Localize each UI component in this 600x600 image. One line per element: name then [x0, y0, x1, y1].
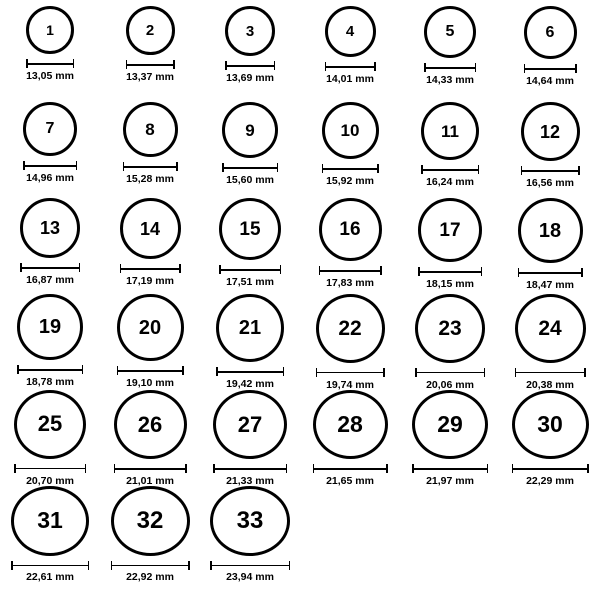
measure-cap-left — [117, 366, 119, 375]
ring-circle — [11, 486, 89, 556]
ring-circle — [521, 102, 580, 161]
measure-line — [415, 372, 485, 374]
measure-line — [216, 371, 284, 373]
ring-circle — [222, 102, 278, 158]
measure-cap-left — [213, 464, 215, 473]
measure-line — [14, 468, 86, 470]
ring-size-cell[interactable] — [300, 102, 400, 198]
measure-line — [26, 63, 74, 65]
diameter-measure-bar — [114, 464, 187, 472]
diameter-value: 19,10 mm — [126, 377, 174, 389]
ring-size-label: 5 — [445, 23, 455, 40]
ring-size-cell[interactable] — [100, 6, 200, 102]
measure-line — [20, 267, 80, 269]
ring-size-label: 15 — [239, 218, 261, 240]
diameter-value: 14,64 mm — [526, 75, 574, 87]
ring-size-label: 1 — [46, 22, 54, 38]
ring-circle — [26, 6, 74, 54]
ring-size-cell[interactable] — [500, 198, 600, 294]
ring-circle — [210, 486, 290, 556]
ring-circle — [114, 390, 187, 459]
measure-cap-left — [418, 267, 420, 276]
measure-cap-right — [188, 561, 190, 570]
diameter-value: 18,47 mm — [526, 279, 574, 291]
diameter-value: 15,28 mm — [126, 173, 174, 185]
diameter-measure-bar — [313, 464, 388, 472]
measure-line — [424, 67, 476, 69]
measure-cap-left — [515, 368, 517, 377]
measure-cap-right — [487, 464, 489, 473]
ring-size-label: 29 — [437, 411, 463, 438]
measure-cap-right — [478, 165, 480, 174]
ring-circle — [20, 198, 80, 258]
ring-circle — [418, 198, 482, 262]
ring-size-cell[interactable] — [500, 6, 600, 102]
measure-cap-right — [283, 367, 285, 376]
measure-cap-left — [512, 464, 514, 473]
diameter-measure-bar — [222, 163, 278, 172]
measure-cap-left — [222, 163, 224, 172]
ring-size-cell[interactable] — [0, 198, 100, 294]
diameter-measure-bar — [322, 164, 379, 173]
ring-size-cell[interactable] — [500, 294, 600, 390]
diameter-value: 19,74 mm — [326, 378, 374, 391]
ring-circle — [120, 198, 181, 259]
ring-size-label: 18 — [538, 219, 562, 242]
ring-size-label: 20 — [138, 316, 162, 339]
ring-size-cell[interactable] — [400, 102, 500, 198]
measure-cap-right — [484, 368, 486, 377]
ring-circle — [524, 6, 577, 59]
ring-size-label: 7 — [45, 120, 55, 137]
ring-size-label: 10 — [340, 121, 360, 140]
ring-size-cell[interactable] — [300, 294, 400, 390]
diameter-measure-bar — [20, 263, 80, 272]
ring-size-label: 28 — [337, 411, 363, 438]
ring-size-cell[interactable] — [0, 294, 100, 390]
ring-circle — [518, 198, 583, 263]
measure-line — [111, 565, 190, 567]
diameter-measure-bar — [111, 561, 190, 569]
ring-size-cell[interactable] — [500, 390, 600, 486]
diameter-measure-bar — [210, 561, 290, 569]
measure-cap-left — [322, 164, 324, 173]
measure-cap-left — [11, 561, 13, 570]
measure-cap-right — [85, 464, 87, 473]
measure-cap-right — [76, 161, 78, 170]
ring-size-cell[interactable] — [200, 198, 300, 294]
ring-size-label: 25 — [37, 411, 63, 437]
diameter-value: 23,94 mm — [226, 570, 274, 583]
diameter-value: 20,38 mm — [526, 378, 574, 391]
diameter-value: 22,92 mm — [126, 570, 174, 583]
measure-cap-right — [380, 266, 382, 275]
ring-circle — [219, 198, 281, 260]
diameter-measure-bar — [213, 464, 287, 472]
measure-cap-left — [316, 368, 318, 377]
measure-line — [319, 270, 382, 272]
measure-cap-left — [26, 59, 28, 68]
measure-cap-right — [386, 464, 388, 473]
ring-size-label: 22 — [338, 316, 362, 340]
measure-cap-left — [120, 264, 122, 273]
ring-size-cell[interactable] — [100, 198, 200, 294]
ring-size-cell[interactable] — [100, 486, 200, 582]
measure-line — [210, 565, 290, 567]
diameter-measure-bar — [123, 162, 178, 171]
diameter-value: 18,78 mm — [26, 376, 74, 388]
diameter-measure-bar — [117, 366, 184, 375]
ring-size-label: 33 — [236, 506, 264, 534]
ring-circle — [17, 294, 83, 360]
ring-size-label: 11 — [441, 121, 459, 141]
diameter-measure-bar — [216, 367, 284, 376]
measure-line — [412, 468, 488, 470]
measure-line — [117, 370, 184, 372]
measure-line — [313, 468, 388, 470]
ring-circle — [415, 294, 485, 363]
ring-size-label: 12 — [539, 121, 561, 142]
ring-circle — [313, 390, 388, 459]
measure-cap-left — [210, 561, 212, 570]
diameter-value: 20,06 mm — [426, 378, 474, 391]
measure-line — [515, 372, 586, 374]
measure-cap-left — [14, 464, 16, 473]
measure-cap-right — [575, 64, 577, 73]
ring-circle — [111, 486, 190, 556]
ring-size-label: 13 — [39, 218, 61, 238]
measure-cap-left — [23, 161, 25, 170]
ring-circle — [412, 390, 488, 459]
ring-size-label: 26 — [137, 411, 163, 437]
ring-size-cell[interactable] — [500, 102, 600, 198]
diameter-measure-bar — [225, 61, 275, 70]
ring-size-cell[interactable] — [0, 486, 100, 582]
ring-size-label: 16 — [339, 219, 361, 240]
diameter-measure-bar — [424, 63, 476, 72]
ring-circle — [322, 102, 379, 159]
measure-cap-right — [277, 163, 279, 172]
measure-cap-right — [173, 60, 175, 69]
diameter-value: 13,05 mm — [26, 70, 74, 82]
measure-cap-left — [126, 60, 128, 69]
ring-size-cell[interactable] — [400, 390, 500, 486]
measure-cap-left — [524, 64, 526, 73]
measure-cap-right — [88, 561, 90, 570]
ring-size-label: 32 — [136, 506, 164, 534]
measure-line — [518, 272, 583, 274]
ring-size-label: 24 — [538, 316, 562, 340]
diameter-value: 22,29 mm — [526, 474, 574, 487]
ring-size-cell[interactable] — [300, 6, 400, 102]
ring-size-cell[interactable] — [0, 6, 100, 102]
measure-cap-right — [286, 464, 288, 473]
diameter-measure-bar — [120, 264, 181, 273]
ring-size-cell[interactable] — [200, 6, 300, 102]
ring-circle — [424, 6, 476, 58]
diameter-value: 16,87 mm — [26, 274, 74, 286]
measure-cap-left — [313, 464, 315, 473]
measure-line — [126, 64, 175, 66]
measure-cap-left — [412, 464, 414, 473]
measure-cap-left — [216, 367, 218, 376]
diameter-value: 21,65 mm — [326, 474, 374, 487]
ring-circle — [512, 390, 589, 459]
ring-circle — [216, 294, 284, 362]
diameter-value: 13,37 mm — [126, 71, 174, 83]
ring-size-cell[interactable] — [400, 294, 500, 390]
diameter-measure-bar — [412, 464, 488, 472]
ring-circle — [225, 6, 275, 56]
measure-line — [322, 168, 379, 170]
ring-size-cell[interactable] — [100, 102, 200, 198]
ring-size-label: 30 — [537, 411, 563, 438]
measure-line — [120, 268, 181, 270]
ring-circle — [23, 102, 77, 156]
measure-cap-right — [182, 366, 184, 375]
ring-circle — [515, 294, 586, 363]
measure-cap-left — [424, 63, 426, 72]
ring-size-label: 21 — [238, 317, 262, 339]
measure-cap-right — [578, 166, 580, 175]
measure-line — [219, 269, 281, 271]
ring-circle — [421, 102, 479, 160]
ring-size-label: 27 — [237, 411, 263, 437]
diameter-value: 21,01 mm — [126, 474, 174, 487]
ring-circle — [123, 102, 178, 157]
diameter-measure-bar — [319, 266, 382, 275]
diameter-measure-bar — [512, 464, 589, 472]
measure-cap-right — [79, 263, 81, 272]
measure-cap-right — [179, 264, 181, 273]
diameter-value: 18,15 mm — [426, 278, 474, 290]
measure-cap-left — [17, 365, 19, 374]
diameter-value: 16,24 mm — [426, 176, 474, 188]
ring-size-label: 19 — [38, 316, 62, 338]
measure-line — [521, 170, 580, 172]
ring-size-cell[interactable] — [400, 198, 500, 294]
ring-size-label: 3 — [245, 22, 255, 40]
diameter-measure-bar — [325, 62, 376, 71]
measure-cap-right — [289, 561, 291, 570]
diameter-measure-bar — [518, 268, 583, 277]
ring-size-cell[interactable] — [200, 102, 300, 198]
diameter-value: 15,60 mm — [226, 174, 274, 186]
diameter-value: 14,01 mm — [326, 73, 374, 85]
measure-cap-left — [219, 265, 221, 274]
ring-size-cell[interactable] — [100, 294, 200, 390]
diameter-value: 22,61 mm — [26, 570, 74, 583]
diameter-value: 16,56 mm — [526, 177, 574, 189]
diameter-value: 21,97 mm — [426, 474, 474, 487]
measure-line — [11, 565, 89, 567]
ring-size-cell[interactable] — [0, 390, 100, 486]
diameter-measure-bar — [219, 265, 281, 274]
measure-cap-right — [176, 162, 178, 171]
measure-cap-right — [82, 365, 84, 374]
measure-line — [225, 65, 275, 67]
measure-cap-right — [581, 268, 583, 277]
measure-cap-left — [325, 62, 327, 71]
measure-cap-left — [123, 162, 125, 171]
diameter-measure-bar — [515, 368, 586, 377]
measure-line — [123, 166, 178, 168]
ring-size-label: 8 — [145, 120, 155, 139]
measure-line — [23, 165, 77, 167]
measure-cap-left — [111, 561, 113, 570]
diameter-measure-bar — [421, 165, 479, 174]
diameter-value: 14,33 mm — [426, 74, 474, 86]
ring-size-cell[interactable] — [400, 6, 500, 102]
ring-size-cell[interactable] — [300, 198, 400, 294]
ring-size-label: 4 — [345, 23, 355, 40]
ring-size-cell[interactable] — [200, 294, 300, 390]
measure-cap-right — [374, 62, 376, 71]
measure-line — [213, 468, 287, 470]
measure-line — [418, 271, 482, 273]
ring-size-label: 31 — [37, 507, 63, 534]
diameter-measure-bar — [521, 166, 580, 175]
measure-cap-left — [20, 263, 22, 272]
ring-size-cell[interactable] — [200, 390, 300, 486]
measure-cap-right — [280, 265, 282, 274]
measure-cap-right — [185, 464, 187, 473]
measure-line — [17, 369, 83, 371]
ring-size-label: 9 — [245, 120, 255, 140]
diameter-value: 15,92 mm — [326, 175, 374, 187]
ring-circle — [126, 6, 175, 55]
ring-size-cell[interactable] — [200, 486, 300, 582]
diameter-value: 14,96 mm — [26, 172, 74, 184]
ring-circle — [117, 294, 184, 361]
measure-line — [421, 169, 479, 171]
diameter-measure-bar — [316, 368, 385, 377]
diameter-value: 13,69 mm — [226, 72, 274, 84]
ring-circle — [14, 390, 86, 459]
diameter-measure-bar — [26, 59, 74, 68]
ring-size-label: 23 — [438, 316, 462, 340]
measure-line — [114, 468, 187, 470]
diameter-value: 21,33 mm — [226, 474, 274, 487]
measure-cap-left — [518, 268, 520, 277]
diameter-measure-bar — [415, 368, 485, 377]
diameter-measure-bar — [418, 267, 482, 276]
diameter-measure-bar — [524, 64, 577, 73]
ring-circle — [316, 294, 385, 363]
ring-size-label: 14 — [139, 218, 161, 239]
measure-cap-right — [73, 59, 75, 68]
measure-cap-right — [584, 368, 586, 377]
measure-cap-right — [274, 61, 276, 70]
diameter-measure-bar — [17, 365, 83, 374]
measure-cap-right — [383, 368, 385, 377]
measure-line — [325, 66, 376, 68]
diameter-value: 17,51 mm — [226, 276, 274, 288]
ring-circle — [325, 6, 376, 57]
ring-size-label: 2 — [145, 22, 155, 39]
diameter-value: 19,42 mm — [226, 378, 274, 390]
measure-cap-left — [421, 165, 423, 174]
diameter-measure-bar — [23, 161, 77, 170]
measure-cap-right — [587, 464, 589, 473]
measure-line — [222, 167, 278, 169]
measure-cap-left — [225, 61, 227, 70]
diameter-value: 20,70 mm — [26, 474, 74, 487]
diameter-measure-bar — [11, 561, 89, 569]
ring-size-cell[interactable] — [0, 102, 100, 198]
diameter-value: 17,83 mm — [326, 277, 374, 289]
measure-cap-left — [415, 368, 417, 377]
measure-cap-right — [377, 164, 379, 173]
diameter-value: 17,19 mm — [126, 275, 174, 287]
measure-cap-left — [521, 166, 523, 175]
measure-cap-right — [475, 63, 477, 72]
diameter-measure-bar — [14, 464, 86, 473]
measure-cap-left — [319, 266, 321, 275]
measure-line — [512, 468, 589, 470]
diameter-measure-bar — [126, 60, 175, 69]
ring-circle — [213, 390, 287, 459]
ring-circle — [319, 198, 382, 261]
ring-size-label: 6 — [545, 23, 555, 41]
measure-cap-left — [114, 464, 116, 473]
ring-size-cell[interactable] — [100, 390, 200, 486]
ring-size-cell[interactable] — [300, 390, 400, 486]
measure-cap-right — [481, 267, 483, 276]
measure-line — [316, 372, 385, 374]
ring-size-label: 17 — [439, 219, 461, 241]
measure-line — [524, 68, 577, 70]
